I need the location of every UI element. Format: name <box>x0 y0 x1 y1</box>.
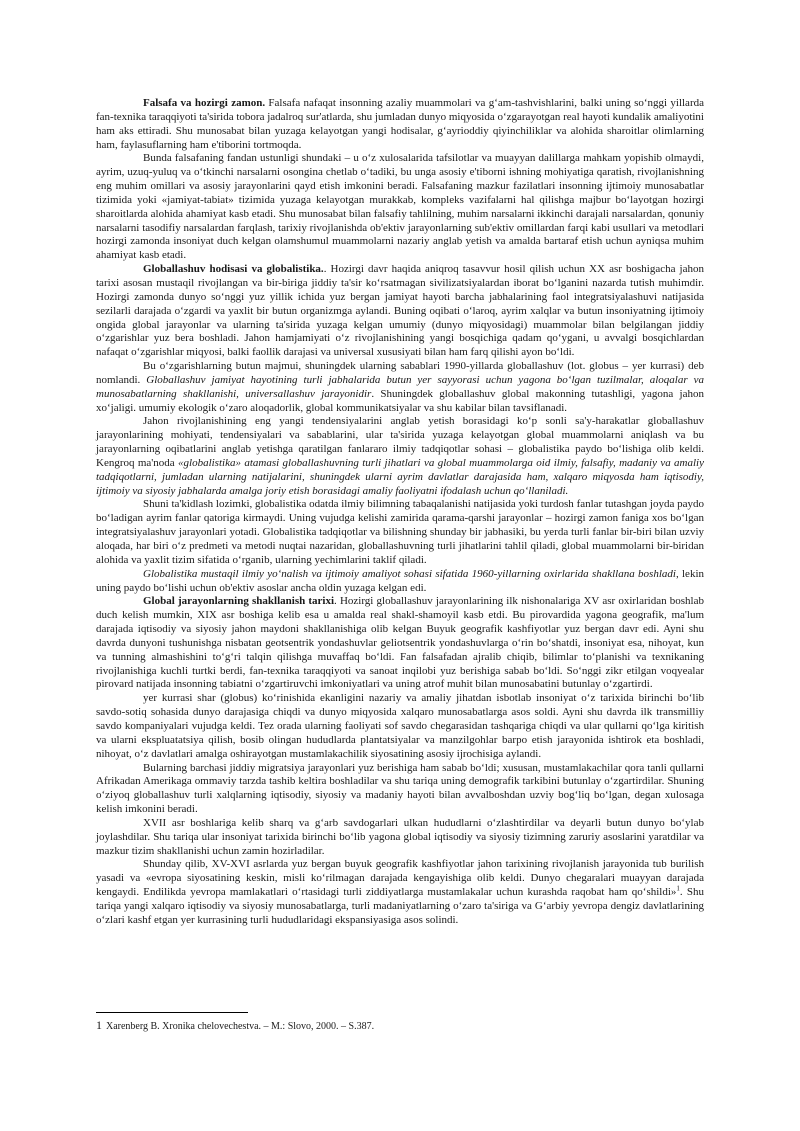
footnote-reference: 1 <box>676 884 680 893</box>
italic-definition: Globallashuv jamiyat hayotining turli jabhalarida butun yer sayyorasi uchun yagona bo‘lgan tuzilmalar, aloqalar va munosabatlarning shakllanishi, universallashuv jarayonidir <box>96 373 704 400</box>
paragraph <box>96 498 704 567</box>
footnote <box>96 1019 704 1033</box>
text-run: Bunda falsafaning fandan ustunligi shundaki – u o‘z xulosalarida tafsilotlar va muayyan dalillarga mahkam yopishib olmaydi, ayrim, uzuq-yuluq va o‘tkinchi narsalarni osongina chetlab o‘tadiki, bu unga asosiy e'tiborni ishning mohiyatiga qaratish, rivojlanishning eng muhim omillari va asosiy jarayonlarini qayd etish imkonini beradi. Falsafaning mazkur fazilatlari insonning ijtimoiy munosabatlar tizimida yoki «jamiyat-tabiat» tizimida yuzaga kelayotgan murakkab, kompleks vazifalarni hal qilishga majbur bo‘layotgan hozirgi sharoitlarda alohida ahamiyat kasb etadi. Shu munosabat bilan falsafiy tahlilning, muhim narsalarni ikkinchi darajali narsalardan, qonuniy narsalarni tasodifiy narsalardan farqlash, tarixiy rivojlanishda ob'ektiv jarayonlarning sub'ektiv omillardan farqi kabi usullari va metodlari hozirgi zamonda insoniyat duch kelgan olamshumul muammolarni nazariy anglab yetish va amalda bartaraf etish uchun ayniqsa muhim ahamiyat kasb etadi. <box>96 152 704 262</box>
section-heading: Global jarayonlarning shakllanish tarixi <box>143 595 335 608</box>
paragraph <box>96 360 704 415</box>
text-run: Jahon rivojlanishining eng yangi tendensiyalarini anglab yetish borasidagi ko‘p sonli sa'y-harakatlar globallashuv jarayonlarining mohiyati, tendensiyalari va sabablarini, ular ta'sirida yuzaga kelayotgan global muammolarni aniqlash va bu jarayonlarning oqibatlarini anglab yetishga qaratilgan fanlararo ilmiy tadqiqotlar sohasi – globalistika paydo bo‘lishiga olib keldi. Kengroq ma'noda <box>96 415 704 469</box>
paragraph <box>96 97 704 152</box>
text-run: Shuni ta'kidlash lozimki, globalistika odatda ilmiy bilimning tabaqalanishi natijasida yoki turdosh fanlar tutashgan joyda paydo bo‘ladigan ayrim fanlar qatoriga kirmaydi. Uning vujudga kelishi zamirida qarama-qarshi jarayonlar – hozirgi zamon faniga xos bo‘lgan integratsiyalashuv jarayonlari yotadi. Globalistika tadqiqotlar va bilishning shunday bir jabhasiki, bu yerda turli fanlar bir-biri bilan uzviy aloqada, har biri o‘z predmeti va metodi nuqtai nazaridan, globallashuvning turli jihatlarini tahlil qiladi, global muammolarni bir-biridan alohida va yaxlit tizim sifatida o‘rganib, ularning yechimlarini taklif qiladi. <box>96 498 704 566</box>
text-run: , lekin uning paydo bo‘lishi uchun ob'ektiv asoslar ancha oldin yuzaga kelgan edi. <box>96 567 704 594</box>
paragraph <box>96 595 704 692</box>
paragraph <box>96 762 704 817</box>
section-heading: Globallashuv hodisasi va globalistika. <box>143 263 324 276</box>
text-run: . Shu tariqa yangi xalqaro iqtisodiy va siyosiy munosabatlarga, turli madaniyatlarning o‘zaro ta'siriga va G‘arbiy yevropa dengiz davlatlarining o‘zlari kashf etgan yer kurrasining turli hududlaridagi ekspansiyasiga asos solindi. <box>96 886 704 926</box>
text-run: Bu o‘zgarishlarning butun majmui, shuningdek ularning sabablari 1990-yillarda globallashuv (lot. globus – yer kurrasi) deb nomlandi. <box>96 360 704 386</box>
text-run: . Hozirgi globallashuv jarayonlarining ilk nishonalariga XV asr oxirlaridan boshlab duch kelish mumkin, XIX asr boshiga kelib esa u amalda real shakl-shamoyil kasb etdi. Bu pirovardida yagona geografik, ma'lum darajada iqtisodiy va siyosiy jahon maydoni shakllanishiga olib kelgan Buyuk geografik kashfiyotlar yuz bergan davr edi. Ayni shu davrda dunyoni tushunishga nisbatan geotsentrik yondashuvlar geliotsentrik yondashuvlarga o‘rin bo‘shatdi, insoniyat esa, nihoyat, kun va tunning almashishini to‘g‘ri talqin qilishga muvaffaq bo‘ldi. Fan falsafadan ajralib chiqib, bilimlar to‘planishi va texnikaning rivojlanishiga kuchli turtki berdi, fan-texnika taraqqiyoti va sanoat inqilobi yuz berishiga sabab bo‘ldi. So‘nggi zikr etilgan voqyealar pirovard natijada insonning tabiatni o‘zgartiruvchi imkoniyatlari va uning atrof muhit bilan munosabatini butunlay o‘zgartirdi. <box>96 595 704 691</box>
italic-definition: «globalistika» atamasi globallashuvning turli jihatlari va global muammolarga oid ilmiy, falsafiy, madaniy va amaliy tadqiqotlarni, jumladan ularning natijalarini, shuningdek ularni ayrim davlatlar darajasida ham, xalqaro miqyosda ham iqtisodiy, ijtimoiy va siyosiy jabhalarda amalga joriy etish borasidagi amaliy faoliyatni ifodalash uchun qo‘llaniladi. <box>96 456 704 497</box>
text-run: yer kurrasi shar (globus) ko‘rinishida ekanligini nazariy va amaliy jihatdan isbotlab insoniyat o‘z tarixida birinchi bo‘lib savdo-sotiq sohasida dunyo darajasiga chiqdi va dunyo miqyosida xalqaro munosabatlarga asos soldi. Ayni shu davrda ilk transmilliy savdo kompaniyalari vujudga keldi. Tez orada ularning faoliyati sof savdo chegarasidan tashqariga chiqdi va ular qullarni qo‘lga kiritish va ularni ekspluatatsiya qilish, bosib olingan hududlarda plantatsiyalar va manzilgohlar barpo etish jarayonida ishtirok eta boshladi, nihoyat, o‘z davlatlari amalga oshirayotgan mustamlakachilik siyosatining asosiy ijrochisiga aylandi. <box>96 692 704 760</box>
body-text <box>96 97 704 928</box>
section-heading: Falsafa va hozirgi zamon. <box>143 97 266 109</box>
footnote-separator <box>96 1012 248 1013</box>
text-run: XVII asr boshlariga kelib sharq va g‘arb savdogarlari ulkan hududlarni o‘zlashtirdilar va deyarli butun dunyo bo‘ylab joylashdilar. Shu tariqa ular insoniyat tarixida birinchi bo‘lib yagona global iqtisodiy va siyosiy tizimning zaruriy asoslarini yaratdilar va mazkur tizim shakllanishi uchun zamin hozirladilar. <box>96 816 704 857</box>
text-run: Shunday qilib, XV-XVI asrlarda yuz bergan buyuk geografik kashfiyotlar jahon tarixining rivojlanish jarayonida tub burilish yasadi va «evropa siyosatining keskin, misli ko‘rilmagan darajada kengayishiga olib keldi. Dunyo chegaralari muayyan darajada kengaydi. Endilikda yevropa mamlakatlari o‘rtasidagi turli ziddiyatlarga mustamlakalar uchun kurashda raqobat ham qo‘shildi» <box>96 858 704 899</box>
text-run: . Hozirgi davr haqida aniqroq tasavvur hosil qilish uchun XX asr boshigacha jahon tarixi asosan mustaqil rivojlangan va bir-biriga jiddiy ta'sir ko‘rsatmagan sivilizatsiyalardan iborat bo‘lganini nazarda tutish muhimdir. Hozirgi zamonda dunyo so‘nggi yuz yillik ichida yuz bergan jamiyat hayoti barcha jabhalarining faol integratsiyalashuvi natijasida sezilarli darajada o‘zgardi va yaxlit bir butun organizmga aylandi. Buning oqibati o‘laroq, ayrim xalqlar va butun insoniyatning ijtimoiy ongida global jarayonlar va ularning ta'sirida yuzaga kelgan umumiy (dunyo miqyosidagi) muammolar bilan belgilangan jiddiy o‘zgarishlar yuz bera boshladi. Jahon hamjamiyati o‘z rivojlanishining yangi bosqichiga qadam qo‘ygani, u avvalgi bosqichlardan nafaqat o‘zgarishlar miqyosi, balki faollik darajasi va universal xususiyati bilan ham farq qilishi ayon bo‘ldi. <box>96 263 704 359</box>
text-run: . Shuningdek globallashuv global makonning tutashligi, yagona jahon xo‘jaligi. umumiy ekologik o‘zaro aloqadorlik, global kommunikatsiyalar va shu kabilar bilan tavsiflanadi. <box>96 387 704 414</box>
paragraph <box>96 152 704 263</box>
paragraph <box>96 263 704 360</box>
footnote-text: Xarenberg B. Xronika chelovechestva. – M.: Slovo, 2000. – S.387. <box>106 1021 375 1032</box>
paragraph <box>96 568 704 596</box>
footnote-number: 1 <box>96 1018 102 1032</box>
text-run: Bularning barchasi jiddiy migratsiya jarayonlari yuz berishiga ham sabab bo‘ldi; xususan, mustamlakachilar qora tanli qullarni Afrikadan Amerikaga ommaviy tarzda tashib keltira boshladilar va shu tariqa uning demografik tarkibini butunlay o‘zgartirdilar. Shuning o‘ziyoq globallashuv turli xalqlarning iqtisodiy, siyosiy va madaniy hayoti bilan avvalboshdan uzviy bog‘liq bo‘lgan, degan xulosaga kelish imkonini beradi. <box>96 761 704 816</box>
paragraph <box>96 817 704 859</box>
italic-definition: Globalistika mustaqil ilmiy yo‘nalish va ijtimoiy amaliyot sohasi sifatida 1960-yillarning oxirlarida shakllana boshladi <box>143 567 676 580</box>
paragraph <box>96 858 704 927</box>
paragraph <box>96 415 704 498</box>
paragraph <box>96 692 704 761</box>
text-run: Falsafa nafaqat insonning azaliy muammolari va g‘am-tashvishlarini, balki uning so‘nggi yillarda fan-texnika taraqqiyoti ta'sirida tobora jadalroq sur'atlarda, shu jumladan dunyo miqyosida o‘zgarayotgan real hayoti kundalik amaliyotini ham aks ettiradi. Shu munosabat bilan yuzaga kelayotgan yangi hodisalar, g‘ayrioddiy qiyinchiliklar va alohida sharoitlar olimlarning ham, faylasuflarning ham e'tiborini tortmoqda. <box>96 97 704 151</box>
